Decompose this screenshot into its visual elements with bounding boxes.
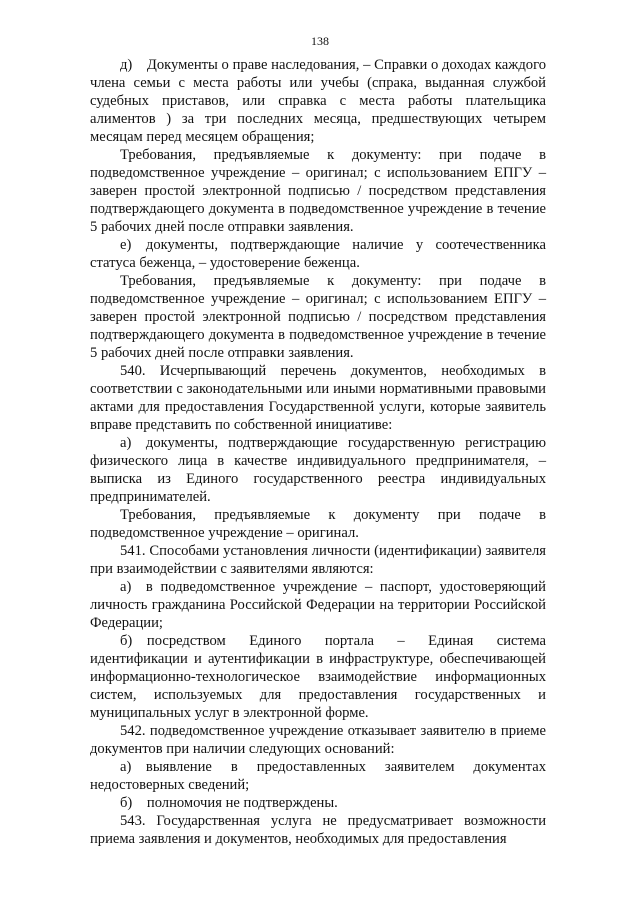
paragraph-540-a: а) документы, подтверждающие государственную регистрацию физического лица в качестве индивидуального предпринимателя, – выписка из Единого государственного реестра индивидуальных предпринимателей.: [90, 435, 546, 505]
paragraph-requirements-3: Требования, предъявляемые к документу при подаче в подведомственное учреждение – оригинал.: [90, 507, 546, 541]
paragraph-542-b: б) полномочия не подтверждены.: [120, 795, 338, 811]
paragraph-requirements-1: Требования, предъявляемые к документу: при подаче в подведомственное учреждение – оригинал; с использованием ЕПГУ – заверен простой электронной подписью / посредством представления подтверждающего документа в подведомственное учреждение в течение 5 рабочих дней после отправки заявления.: [90, 147, 546, 235]
document-body: [90, 56, 546, 848]
paragraph-542: 542. подведомственное учреждение отказывает заявителю в приеме документов при наличии следующих оснований:: [90, 723, 546, 757]
paragraph-requirements-2: Требования, предъявляемые к документу: при подаче в подведомственное учреждение – оригинал; с использованием ЕПГУ – заверен простой электронной подписью / посредством представления подтверждающего документа в подведомственное учреждение в течение 5 рабочих дней после отправки заявления.: [90, 273, 546, 361]
paragraph-541: 541. Способами установления личности (идентификации) заявителя при взаимодействии с заявителями являются:: [90, 543, 546, 577]
paragraph-541-a: а) в подведомственное учреждение – паспорт, удостоверяющий личность гражданина Российской Федерации на территории Российской Федерации;: [90, 579, 546, 631]
page-number: 138: [311, 34, 329, 48]
paragraph-543: 543. Государственная услуга не предусматривает возможности приема заявления и документов, необходимых для предоставления: [90, 813, 546, 847]
paragraph-e-refugee-status: е) документы, подтверждающие наличие у соотечественника статуса беженца, – удостоверение беженца.: [90, 237, 546, 271]
paragraph-d-inheritance-documents: д) Документы о праве наследования, – Справки о доходах каждого члена семьи с места работы или учебы (спрака, выданная службой судебных приставов, или справка с места работы плательщика алиментов ) за три последних месяца, предшествующих четырем месяцам перед месяцем обращения;: [90, 57, 546, 145]
paragraph-542-a: а) выявление в предоставленных заявителем документах недостоверных сведений;: [90, 759, 546, 793]
paragraph-541-b: б) посредством Единого портала – Единая система идентификации и аутентификации в инфраструктуре, обеспечивающей информационно-технологическое взаимодействие информационных систем, используемых для предоставления государственных и муниципальных услуг в электронной форме.: [90, 633, 546, 721]
paragraph-540: 540. Исчерпывающий перечень документов, необходимых в соответствии с законодательными или иными нормативными правовыми актами для предоставления Государственной услуги, которые заявитель вправе представить по собственной инициативе:: [90, 363, 546, 433]
